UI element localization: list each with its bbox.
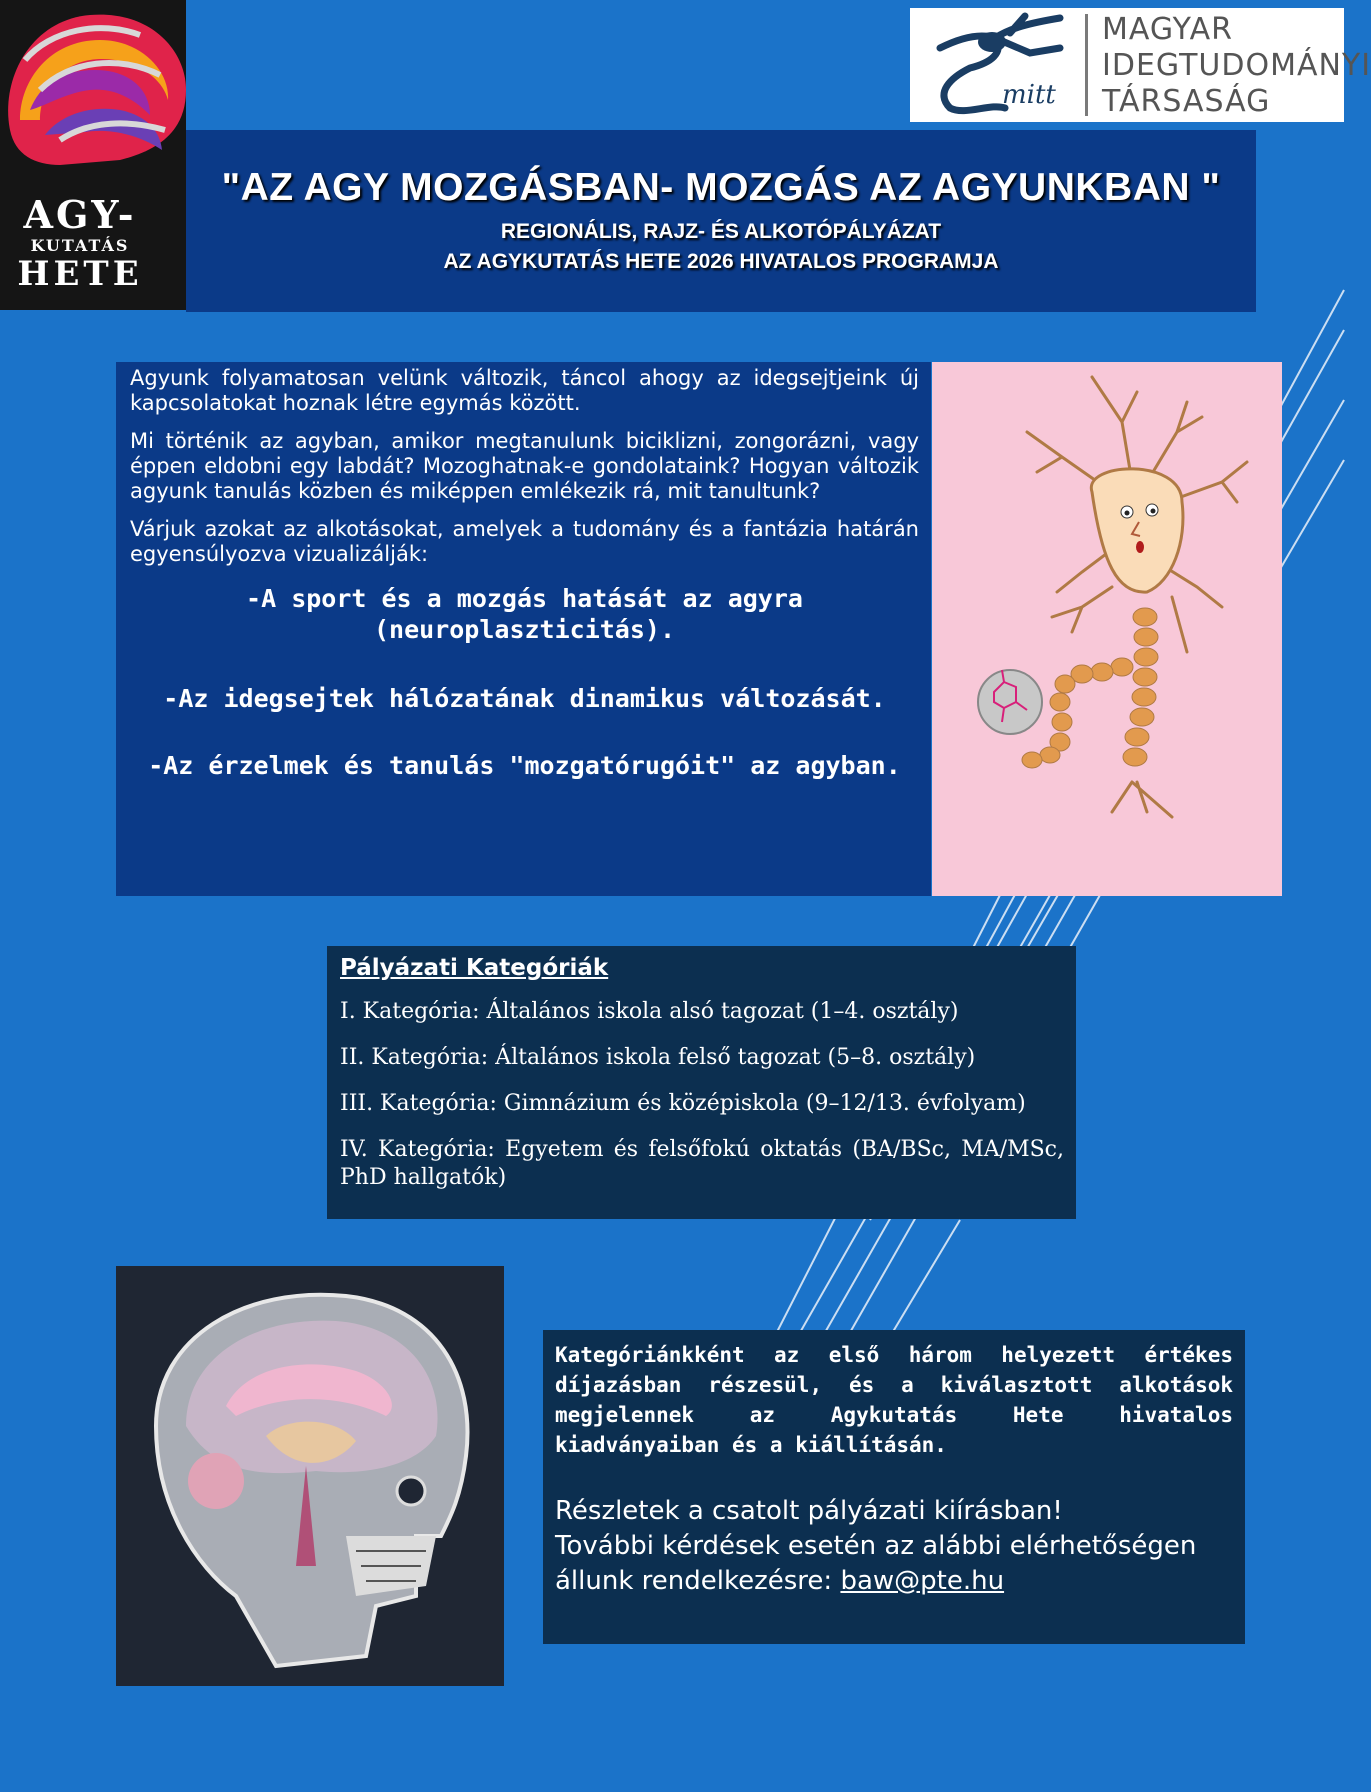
theme-bullet-2: -Az idegsejtek hálózatának dinamikus változását. (163, 684, 886, 713)
brain-logo-icon (0, 0, 186, 190)
mitt-logo (910, 8, 1371, 122)
page-title: "AZ AGY MOZGÁSBAN- MOZGÁS AZ AGYUNKBAN " (221, 166, 1221, 209)
contact-line-3 (555, 1564, 1233, 1599)
prizes-contact-panel (543, 1330, 1245, 1644)
contact-line-1: Részletek a csatolt pályázati kiírásban! (555, 1496, 1063, 1526)
intro-panel (116, 362, 931, 896)
theme-bullet-1: -A sport és a mozgás hatását az agyra (neuroplaszticitás). (246, 584, 803, 644)
title-banner (186, 130, 1256, 312)
org-name-line2: IDEGTUDOMÁNYI (1102, 48, 1371, 83)
brain-skull-drawing (116, 1266, 504, 1686)
neuron-cartoon-image (932, 362, 1282, 896)
org-name-line1: MAGYAR (1102, 12, 1233, 47)
category-item-4: IV. Kategória: Egyetem és felsőfokú oktatás (BA/BSc, MA/MSc, PhD hallgatók) (340, 1137, 1064, 1190)
contact-email-link[interactable]: baw@pte.hu (840, 1566, 1005, 1596)
category-item-3: III. Kategória: Gimnázium és középiskola (9–12/13. évfolyam) (340, 1091, 1026, 1116)
intro-paragraph-2: Mi történik az agyban, amikor megtanulunk biciklizni, zongorázni, vagy éppen eldobni egy labdát? Mozoghatnak-e gondolataink? Hogyan változik agyunk tanulás közben és miképpen emlékezik rá, mit tanultunk? (130, 429, 919, 503)
logo-word-agy: AGY- (23, 192, 137, 237)
categories-heading: Pályázati Kategóriák (340, 955, 609, 981)
theme-bullet-3: -Az érzelmek és tanulás "mozgatórugóit" az agyban. (148, 751, 901, 780)
subtitle-contest: REGIONÁLIS, RAJZ- ÉS ALKOTÓPÁLYÁZAT (500, 220, 942, 243)
neuron-logo-icon (910, 8, 1085, 122)
category-item-2: II. Kategória: Általános iskola felső tagozat (5–8. osztály) (340, 1045, 976, 1070)
contact-block (555, 1494, 1233, 1599)
categories-panel (327, 946, 1076, 1219)
agykutatas-hete-logo (0, 0, 186, 310)
contact-line-3-text: állunk rendelkezésre: (555, 1566, 841, 1596)
mitt-mark-text: mitt (1002, 80, 1056, 110)
org-name-line3: TÁRSASÁG (1102, 84, 1271, 119)
neuron-drawing (932, 362, 1282, 896)
prizes-text: Kategóriánkként az első három helyezett értékes díjazásban részesül, és a kiválasztott alkotások megjelennek az Agykutatás Hete hivatalos kiadványaiban és a kiállításán. (555, 1343, 1233, 1457)
logo-word-hete: HETE (17, 254, 143, 294)
intro-paragraph-3: Várjuk azokat az alkotásokat, amelyek a tudomány és a fantázia határán egyensúlyozva vizualizálják: (130, 517, 919, 566)
subtitle-program: AZ AGYKUTATÁS HETE 2026 HIVATALOS PROGRAMJA (443, 250, 999, 273)
brain-skull-painting (116, 1266, 504, 1686)
logo-divider (1085, 14, 1088, 116)
contact-line-2: További kérdések esetén az alábbi elérhetőségen (555, 1531, 1197, 1561)
logo-word-kutatas: KUTATÁS (30, 236, 130, 255)
intro-paragraph-1: Agyunk folyamatosan velünk változik, táncol ahogy az idegsejtjeink új kapcsolatokat hoznak létre egymás között. (130, 366, 919, 415)
category-item-1: I. Kategória: Általános iskola alsó tagozat (1–4. osztály) (340, 999, 959, 1024)
